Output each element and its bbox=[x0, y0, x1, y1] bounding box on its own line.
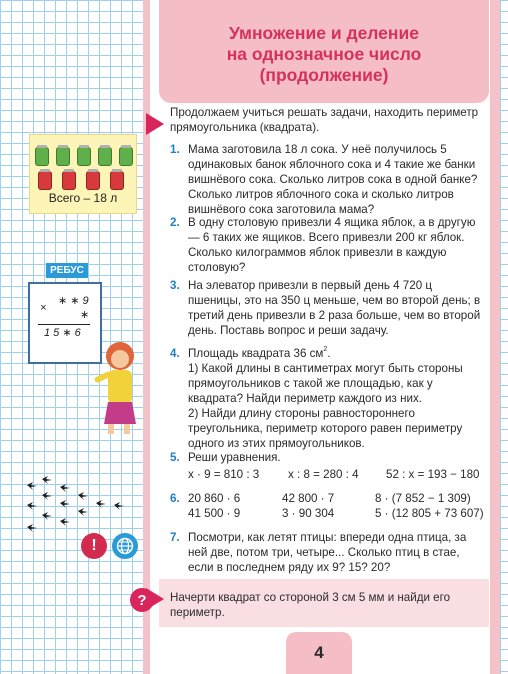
task-4-sub-1: 1) Какой длины в сантиметрах могут быть стороны прямоугольников с такой же площадью, как у квадрата? Найди периметр каждого из них. bbox=[188, 362, 463, 405]
apple-jar-icon bbox=[56, 147, 70, 166]
bird-icon bbox=[60, 518, 70, 526]
task-number: 1. bbox=[170, 143, 180, 156]
apple-jar-icon bbox=[98, 147, 112, 166]
calc-2: 41 500 · 9 bbox=[188, 507, 241, 520]
title-line-1: Умножение и деление bbox=[229, 23, 419, 43]
task-4-text: Площадь квадрата 36 см bbox=[188, 347, 324, 360]
rebus-line-1: ∗ ∗ 9 bbox=[58, 295, 89, 307]
page-number: 4 bbox=[286, 632, 352, 674]
lesson-title bbox=[159, 0, 489, 103]
title-line-2: на однозначное число bbox=[226, 44, 422, 64]
task-text: Мама заготовила 18 л сока. У неё получилось 5 одинаковых банок яблочного сока и 4 такие же банки вишнёвого сока. Сколько литров сока в одной банке? Сколько литров яблочного сока и сколько литров вишнёвого сока заготовила мама? bbox=[188, 143, 478, 216]
bonus-task-text: Начерти квадрат со стороной 3 см 5 мм и найди его периметр. bbox=[170, 591, 451, 619]
intro-marker-icon bbox=[146, 113, 164, 135]
juice-illustration bbox=[29, 134, 137, 214]
title-line-3: (продолжение) bbox=[259, 65, 389, 85]
task-7 bbox=[170, 530, 488, 575]
task-text: На элеватор привезли в первый день 4 720 ц пшеницы, это на 350 ц меньше, чем во второй день; в третий день привезли в 2 раза больше, чем во второй день. Поставь вопрос и реши задачу. bbox=[188, 279, 481, 337]
bird-icon bbox=[60, 484, 70, 492]
task-number: 2. bbox=[170, 216, 180, 229]
bird-icon bbox=[42, 476, 52, 484]
task-text: Посмотри, как летят птицы: впереди одна птица, за ней две, потом три, четыре... Сколько птиц в стае, если в последнем ряду их 9? 15? 20? bbox=[188, 531, 467, 574]
task-4-sub-2: 2) Найди длину стороны равностороннего треугольника, периметр которого равен периметру одного из этих прямоугольников. bbox=[188, 407, 463, 450]
task-5 bbox=[170, 450, 488, 465]
bird-icon bbox=[78, 508, 88, 516]
bird-icon bbox=[114, 502, 124, 510]
grid-background-right bbox=[500, 0, 508, 674]
rebus-label: РЕБУС bbox=[46, 263, 88, 278]
task-1 bbox=[170, 142, 488, 217]
bird-icon bbox=[96, 500, 106, 508]
apple-jar-icon bbox=[35, 147, 49, 166]
globe-icon bbox=[112, 533, 138, 559]
question-icon: ? bbox=[130, 588, 154, 612]
calc-4: 3 · 90 304 bbox=[282, 507, 335, 520]
bird-icon bbox=[42, 492, 52, 500]
task-text: Реши уравнения. bbox=[188, 451, 281, 464]
teacher-illustration bbox=[88, 340, 144, 436]
bird-icon bbox=[27, 502, 37, 510]
cherry-jar-icon bbox=[62, 171, 76, 190]
task-text: В одну столовую привезли 4 ящика яблок, а в другую — 6 таких же ящиков. Всего привезли 200 кг яблок. Сколько килограммов яблок привезли в каждую столовую? bbox=[188, 216, 476, 274]
apple-jar-icon bbox=[77, 147, 91, 166]
cherry-jar-icon bbox=[110, 171, 124, 190]
calc-5: 8 · (7 852 − 1 309) bbox=[375, 492, 471, 505]
cherry-jar-icon bbox=[38, 171, 52, 190]
task-4-superscript: 2 bbox=[323, 346, 328, 353]
juice-total-label: Всего – 18 л bbox=[48, 191, 118, 205]
equation-2: x : 8 = 280 : 4 bbox=[288, 468, 359, 481]
equation-1: x · 9 = 810 : 3 bbox=[188, 468, 260, 481]
calc-3: 42 800 · 7 bbox=[282, 492, 335, 505]
calc-1: 20 860 · 6 bbox=[188, 492, 241, 505]
birds-flock-illustration bbox=[22, 475, 132, 545]
calc-6: 5 · (12 805 + 73 607) bbox=[375, 507, 484, 520]
apple-jar-icon bbox=[119, 147, 133, 166]
task-4-period: . bbox=[327, 347, 331, 360]
task-number: 3. bbox=[170, 279, 180, 292]
bird-icon bbox=[27, 482, 37, 490]
task-number: 7. bbox=[170, 531, 180, 544]
task-4 bbox=[170, 346, 488, 451]
pink-margin-left bbox=[143, 0, 150, 674]
task-number: 4. bbox=[170, 347, 180, 360]
rebus-times-icon: × bbox=[40, 302, 47, 314]
rebus-rule bbox=[38, 324, 90, 325]
task-text bbox=[170, 346, 488, 361]
globe-glyph bbox=[116, 537, 134, 555]
task-3 bbox=[170, 278, 488, 338]
bird-icon bbox=[60, 500, 70, 508]
task-number: 5. bbox=[170, 451, 180, 464]
intro-text: Продолжаем учиться решать задачи, находить периметр прямоугольника (квадрата). bbox=[170, 106, 479, 134]
rebus-line-2: ∗ bbox=[80, 309, 90, 321]
warning-icon: ! bbox=[81, 533, 107, 559]
pink-margin-right bbox=[490, 0, 500, 674]
equation-3: 52 : x = 193 − 180 bbox=[386, 468, 480, 481]
bird-icon bbox=[42, 512, 52, 520]
task-2 bbox=[170, 215, 488, 275]
rebus-line-3: 1 5 ∗ 6 bbox=[44, 327, 81, 339]
task-number: 6. bbox=[170, 492, 180, 505]
bird-icon bbox=[27, 524, 37, 532]
cherry-jar-icon bbox=[86, 171, 100, 190]
bird-icon bbox=[78, 492, 88, 500]
